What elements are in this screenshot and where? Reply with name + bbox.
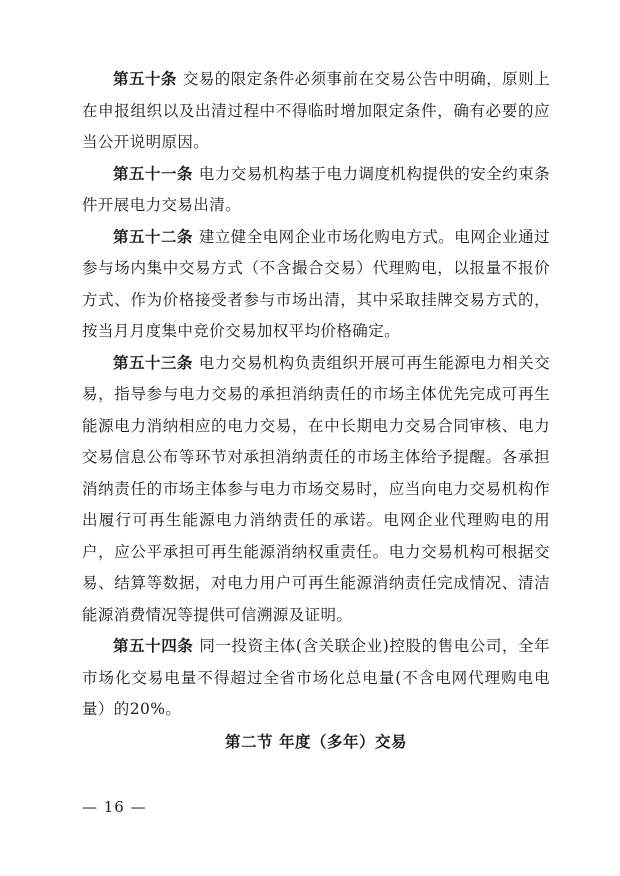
article-number: 第五十条 <box>113 70 177 88</box>
article-number: 第五十一条 <box>113 164 193 183</box>
document-body <box>82 64 550 758</box>
section-title: 第二节 年度（多年）交易 <box>225 732 407 751</box>
article-number: 第五十三条 <box>113 353 193 372</box>
page-number: — 16 — <box>82 798 147 816</box>
article-text: 交易的限定条件必须事前在交易公告中明确，原则上在申报组织以及出清过程中不得临时增加限定条件，确有必要的应当公开说明原因。 <box>82 70 551 151</box>
article-50 <box>82 64 550 159</box>
article-53 <box>82 348 550 632</box>
article-text: 同一投资主体(含关联企业)控股的售电公司，全年市场化交易电量不得超过全省市场化总电量(不含电网代理购电电量）的20%。 <box>82 637 550 718</box>
article-number: 第五十四条 <box>113 637 194 655</box>
article-text: 电力交易机构负责组织开展可再生能源电力相关交易，指导参与电力交易的承担消纳责任的市场主体优先完成可再生能源电力消纳相应的电力交易，在中长期电力交易合同审核、电力交易信息公布等环节对承担消纳责任的市场主体给予提醒。各承担消纳责任的市场主体参与电力市场交易时，应当向电力交易机构作出履行可再生能源电力消纳责任的承诺。电网企业代理购电的用户，应公平承担可再生能源消纳权重责任。电力交易机构可根据交易、结算等数据，对电力用户可再生能源消纳责任完成情况、清洁能源消费情况等提供可信溯源及证明。 <box>82 353 550 624</box>
article-text: 电力交易机构基于电力调度机构提供的安全约束条件开展电力交易出清。 <box>82 164 550 214</box>
article-51 <box>82 159 550 222</box>
article-number: 第五十二条 <box>113 227 193 246</box>
article-54 <box>82 631 550 726</box>
article-text: 建立健全电网企业市场化购电方式。电网企业通过参与场内集中交易方式（不含撮合交易）代理购电，以报量不报价方式、作为价格接受者参与市场出清，其中采取挂牌交易方式的，按当月月度集中竞价交易加权平均价格确定。 <box>82 227 550 340</box>
article-52 <box>82 222 550 348</box>
